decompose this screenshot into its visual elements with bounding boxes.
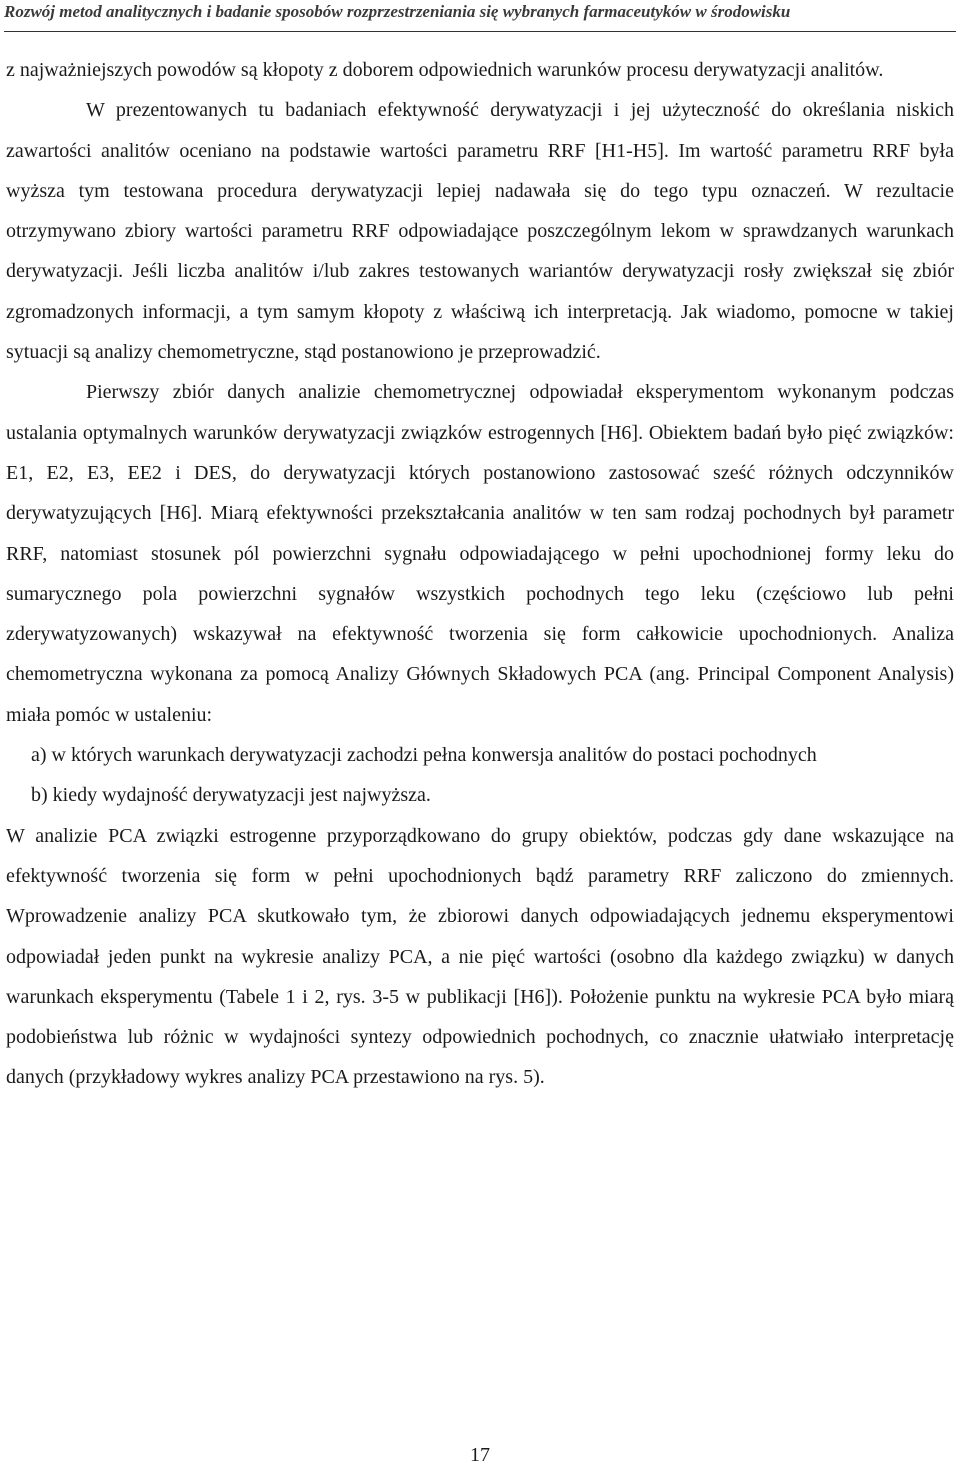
paragraph-rrf-evaluation: W prezentowanych tu badaniach efektywność derywatyzacji i jej użyteczność do określania niskich zawartości analitów oceniano na podstawie wartości parametru RRF [H1-H5]. Im wartość parametru RRF była wyższa tym testowana procedura derywatyzacji lepiej nadawała się do tego typu oznaczeń. W rezultacie otrzymywano zbiory wartości parametru RRF odpowiadające poszczególnym lekom w sprawdzanych warunkach derywatyzacji. Jeśli liczba analitów i/lub zakres testowanych wariantów derywatyzacji rosły zwiększał się zbiór zgromadzonych informacji, a tym samym kłopoty z właściwą ich interpretacją. Jak wiadomo, pomocne w takiej sytuacji są analizy chemometryczne, stąd postanowiono je przeprowadzić. — [6, 99, 954, 364]
paragraph-continuation: z najważniejszych powodów są kłopoty z doborem odpowiednich warunków procesu derywatyzacji analitów. — [6, 59, 884, 81]
page-number: 17 — [470, 1444, 490, 1466]
list-item-a: a) w których warunkach derywatyzacji zachodzi pełna konwersja analitów do postaci pochodnych — [31, 744, 817, 767]
header-divider — [4, 31, 956, 32]
running-header: Rozwój metod analitycznych i badanie sposobów rozprzestrzeniania się wybranych farmaceutyków w środowisku — [4, 2, 791, 21]
list-item-b: b) kiedy wydajność derywatyzacji jest najwyższa. — [31, 784, 431, 807]
document-body — [6, 50, 954, 1098]
paragraph-pca-analysis: W analizie PCA związki estrogenne przyporządkowano do grupy obiektów, podczas gdy dane wskazujące na efektywność tworzenia się form w pełni upochodnionych bądź parametry RRF zaliczono do zmiennych. Wprowadzenie analizy PCA skutkowało tym, że zbiorowi danych odpowiadających jednemu eksperymentowi odpowiadał jeden punkt na wykresie analizy PCA, a nie pięć wartości (osobno dla każdego związku) w danych warunkach eksperymentu (Tabele 1 i 2, rys. 3-5 w publikacji [H6]). Położenie punktu na wykresie PCA było miarą podobieństwa lub różnic w wydajności syntezy odpowiednich pochodnych, co znacznie ułatwiało interpretację danych (przykładowy wykres analizy PCA przestawiono na rys. 5). — [6, 824, 954, 1089]
paragraph-estrogen-dataset: Pierwszy zbiór danych analizie chemometrycznej odpowiadał eksperymentom wykonanym podczas ustalania optymalnych warunków derywatyzacji związków estrogennych [H6]. Obiektem badań było pięć związków: E1, E2, E3, EE2 i DES, do derywatyzacji których postanowiono zastosować sześć różnych odczynników derywatyzujących [H6]. Miarą efektywności przekształcania analitów w ten sam rodzaj pochodnych był parametr RRF, natomiast stosunek pól powierzchni sygnału odpowiadającego w pełni upochodnionej formy leku do sumarycznego pola powierzchni sygnałów wszystkich pochodnych tego leku (częściowo lub pełni zderywatyzowanych) wskazywał na efektywność tworzenia się form całkowicie upochodnionych. Analiza chemometryczna wykonana za pomocą Analizy Głównych Składowych PCA (ang. Principal Component Analysis) miała pomóc w ustaleniu: — [6, 381, 954, 726]
